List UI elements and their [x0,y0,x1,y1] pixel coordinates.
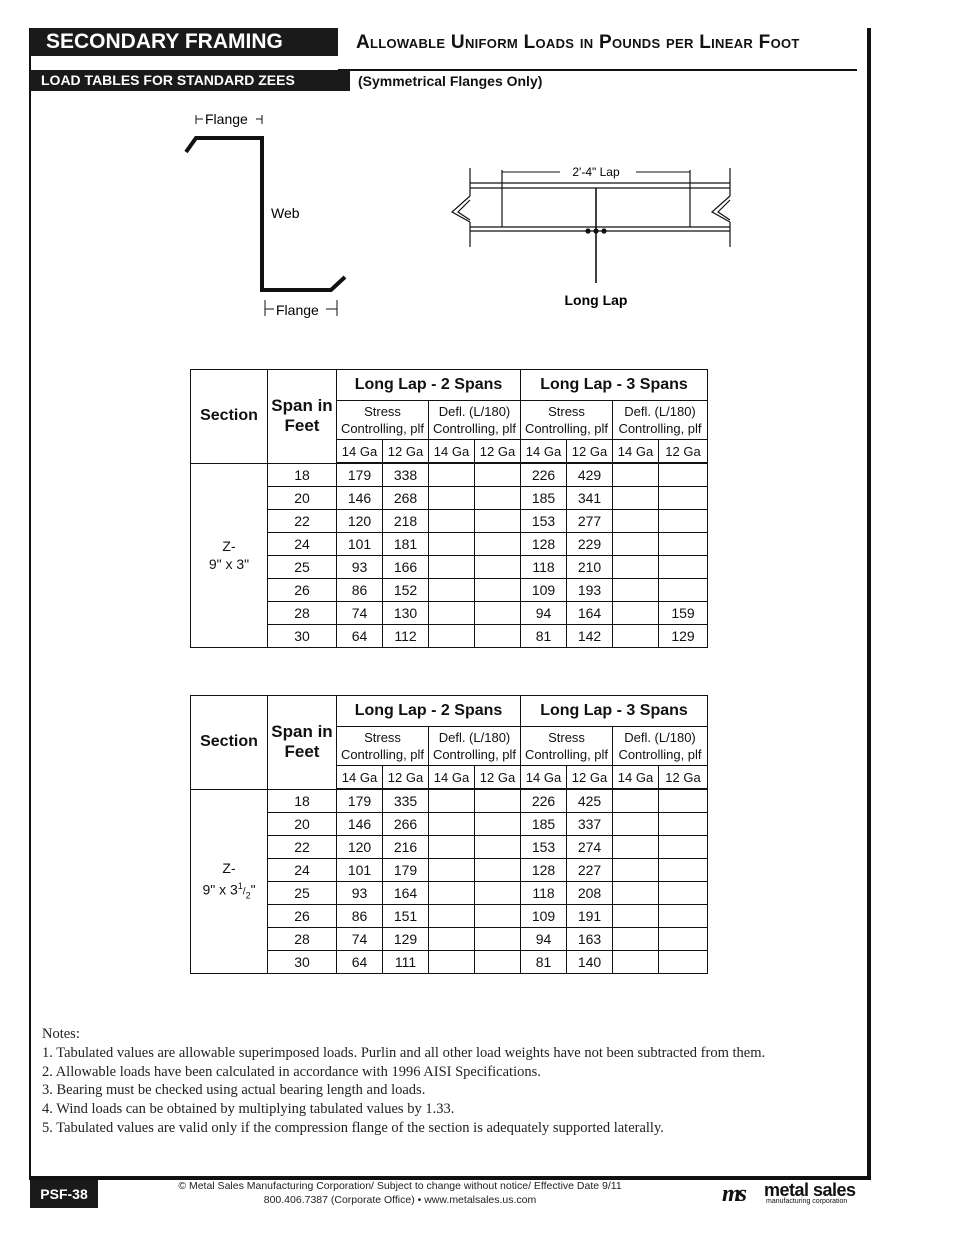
load-value-cell [613,533,659,556]
header-gauge: 14 Ga [337,440,383,464]
load-value-cell [429,836,475,859]
load-value-cell [659,789,708,813]
load-value-cell [429,951,475,974]
zee-diagrams [0,0,954,340]
footer-text [140,1179,660,1207]
load-value-cell: 86 [337,905,383,928]
table-row [191,951,708,974]
load-value-cell: 429 [567,463,613,487]
load-value-cell: 179 [383,859,429,882]
load-value-cell [475,556,521,579]
section-line1: Z- [222,859,236,876]
load-value-cell [659,905,708,928]
table-row [191,928,708,951]
section-cell [191,463,268,648]
load-value-cell: 226 [521,789,567,813]
load-value-cell [659,928,708,951]
table-row [191,602,708,625]
header-gauge: 12 Ga [475,766,521,790]
load-value-cell: 81 [521,951,567,974]
load-value-cell: 185 [521,487,567,510]
span-cell: 18 [268,463,337,487]
span-cell: 30 [268,625,337,648]
load-value-cell: 120 [337,836,383,859]
load-value-cell [429,463,475,487]
load-value-cell [613,905,659,928]
footer-contact: 800.406.7387 (Corporate Office) • www.metalsales.us.com [263,1194,537,1206]
load-value-cell [429,487,475,510]
load-value-cell [429,789,475,813]
load-value-cell: 425 [567,789,613,813]
load-value-cell: 152 [383,579,429,602]
load-value-cell: 164 [567,602,613,625]
span-cell: 24 [268,533,337,556]
header-defl-3: Defl. (L/180) Controlling, plf [613,401,708,440]
section-label: SECONDARY FRAMING [30,28,338,56]
load-value-cell [429,533,475,556]
subsection-note: (Symmetrical Flanges Only) [358,73,543,89]
section-line1: Z- [222,538,236,555]
load-value-cell: 94 [521,928,567,951]
header-span: Span in Feet [268,370,337,464]
load-value-cell: 338 [383,463,429,487]
load-value-cell: 146 [337,813,383,836]
note-item: 2. Allowable loads have been calculated in accordance with 1996 AISI Specifications. [42,1063,541,1080]
header-gauge: 14 Ga [429,766,475,790]
table-row [191,625,708,648]
load-value-cell [475,602,521,625]
load-value-cell [429,859,475,882]
table-row [191,905,708,928]
load-value-cell [475,510,521,533]
note-item: 4. Wind loads can be obtained by multiplying tabulated values by 1.33. [42,1101,455,1118]
span-cell: 30 [268,951,337,974]
logo-mark: ms [722,1181,745,1207]
table-row [191,882,708,905]
load-value-cell [475,579,521,602]
load-value-cell: 120 [337,510,383,533]
load-value-cell: 118 [521,556,567,579]
load-value-cell [613,882,659,905]
load-value-cell [613,487,659,510]
load-value-cell: 216 [383,836,429,859]
load-value-cell [659,463,708,487]
load-value-cell: 164 [383,882,429,905]
header-gauge: 12 Ga [567,766,613,790]
table-row [191,859,708,882]
header-defl-3: Defl. (L/180) Controlling, plf [613,727,708,766]
load-value-cell: 128 [521,859,567,882]
load-value-cell: 111 [383,951,429,974]
load-value-cell: 146 [337,487,383,510]
load-value-cell [475,463,521,487]
load-value-cell: 226 [521,463,567,487]
load-table-1 [190,369,708,648]
load-value-cell: 153 [521,510,567,533]
page-title: Allowable Uniform Loads in Pounds per Linear Foot [356,32,800,53]
load-value-cell: 112 [383,625,429,648]
load-value-cell: 179 [337,463,383,487]
load-value-cell [475,487,521,510]
load-value-cell [429,928,475,951]
zee-profile-drawing [186,115,345,316]
load-value-cell [475,882,521,905]
load-value-cell: 129 [659,625,708,648]
header-gauge: 12 Ga [659,440,708,464]
header-stress-3: Stress Controlling, plf [521,401,613,440]
load-value-cell [475,789,521,813]
header-gauge: 14 Ga [429,440,475,464]
load-value-cell [613,859,659,882]
span-cell: 25 [268,556,337,579]
header-gauge: 12 Ga [659,766,708,790]
notes-heading: Notes: [42,1026,80,1042]
header-defl-2: Defl. (L/180) Controlling, plf [429,401,521,440]
header-span: Span in Feet [268,696,337,790]
header-gauge: 14 Ga [521,766,567,790]
load-value-cell [659,882,708,905]
span-cell: 28 [268,602,337,625]
load-value-cell: 277 [567,510,613,533]
note-item: 3. Bearing must be checked using actual bearing length and loads. [42,1082,426,1099]
load-value-cell: 163 [567,928,613,951]
load-value-cell [613,836,659,859]
table-row [191,579,708,602]
note-item: 1. Tabulated values are allowable superimposed loads. Purlin and all other load weights have not been subtracted from them. [42,1044,766,1061]
span-cell: 28 [268,928,337,951]
table-body [191,463,708,648]
load-value-cell [659,556,708,579]
load-table-2 [190,695,708,974]
header-gauge: 12 Ga [475,440,521,464]
load-value-cell [659,951,708,974]
load-value-cell: 101 [337,859,383,882]
load-value-cell [429,813,475,836]
load-value-cell: 81 [521,625,567,648]
load-value-cell: 153 [521,836,567,859]
load-value-cell: 337 [567,813,613,836]
load-value-cell [613,463,659,487]
load-value-cell [475,859,521,882]
header-gauge: 14 Ga [613,766,659,790]
table-row [191,556,708,579]
load-value-cell [429,602,475,625]
load-value-cell [429,625,475,648]
page-number: PSF-38 [30,1180,98,1208]
span-cell: 18 [268,789,337,813]
load-value-cell [659,510,708,533]
header-gauge: 12 Ga [567,440,613,464]
table-row [191,487,708,510]
load-value-cell: 159 [659,602,708,625]
header-section: Section [191,370,268,464]
load-value-cell: 128 [521,533,567,556]
load-value-cell [613,625,659,648]
load-value-cell [429,905,475,928]
load-value-cell [613,556,659,579]
section-line2: 9" x 3" [208,556,250,573]
header-section: Section [191,696,268,790]
load-value-cell: 218 [383,510,429,533]
header-2-spans: Long Lap - 2 Spans [337,696,521,727]
load-value-cell: 93 [337,882,383,905]
load-value-cell [475,836,521,859]
load-value-cell [659,533,708,556]
load-value-cell [613,602,659,625]
load-value-cell [659,859,708,882]
load-value-cell: 140 [567,951,613,974]
load-value-cell: 151 [383,905,429,928]
span-cell: 20 [268,487,337,510]
header-gauge: 14 Ga [613,440,659,464]
header-gauge: 14 Ga [521,440,567,464]
load-value-cell [659,836,708,859]
load-value-cell [613,789,659,813]
load-value-cell [429,882,475,905]
load-value-cell: 109 [521,579,567,602]
long-lap-label: Long Lap [564,292,628,308]
header-defl-2: Defl. (L/180) Controlling, plf [429,727,521,766]
load-value-cell: 227 [567,859,613,882]
load-value-cell: 64 [337,951,383,974]
load-value-cell: 193 [567,579,613,602]
section-line2: 9" x $3^1/_2$" [202,880,256,900]
span-cell: 26 [268,905,337,928]
load-value-cell: 266 [383,813,429,836]
load-value-cell: 101 [337,533,383,556]
load-value-cell: 179 [337,789,383,813]
span-cell: 24 [268,859,337,882]
web-label: Web [271,205,300,221]
load-value-cell: 268 [383,487,429,510]
lap-elevation-drawing [452,168,730,283]
load-value-cell: 129 [383,928,429,951]
load-value-cell: 335 [383,789,429,813]
load-value-cell: 210 [567,556,613,579]
table-row [191,789,708,813]
load-value-cell [429,510,475,533]
load-value-cell: 130 [383,602,429,625]
load-value-cell: 74 [337,928,383,951]
load-value-cell [475,905,521,928]
load-value-cell: 93 [337,556,383,579]
header-gauge: 12 Ga [383,766,429,790]
load-value-cell: 74 [337,602,383,625]
logo-name: metal sales [764,1180,856,1200]
load-value-cell [475,951,521,974]
header-stress-2: Stress Controlling, plf [337,727,429,766]
load-value-cell: 229 [567,533,613,556]
span-cell: 26 [268,579,337,602]
span-cell: 20 [268,813,337,836]
header-3-spans: Long Lap - 3 Spans [521,696,708,727]
footer-copyright: © Metal Sales Manufacturing Corporation/ Subject to change without notice/ Effective Date 9/11 [178,1180,622,1192]
table-row [191,533,708,556]
load-value-cell: 185 [521,813,567,836]
load-value-cell [613,951,659,974]
table-body [191,789,708,974]
load-value-cell [613,928,659,951]
load-value-cell [475,813,521,836]
flange-top-label: Flange [205,111,248,127]
header-2-spans: Long Lap - 2 Spans [337,370,521,401]
load-value-cell: 166 [383,556,429,579]
load-value-cell [429,579,475,602]
load-value-cell [659,579,708,602]
load-value-cell: 208 [567,882,613,905]
section-cell [191,789,268,974]
load-value-cell [659,487,708,510]
load-value-cell: 181 [383,533,429,556]
span-cell: 25 [268,882,337,905]
load-value-cell: 341 [567,487,613,510]
logo-subtitle: manufacturing corporation [766,1198,848,1205]
table-row [191,813,708,836]
header-stress-2: Stress Controlling, plf [337,401,429,440]
load-value-cell: 142 [567,625,613,648]
header-3-spans: Long Lap - 3 Spans [521,370,708,401]
load-value-cell [475,625,521,648]
subsection-label: LOAD TABLES FOR STANDARD ZEES [30,70,350,91]
load-value-cell [613,510,659,533]
load-value-cell [475,533,521,556]
load-value-cell [613,579,659,602]
note-item: 5. Tabulated values are valid only if the compression flange of the section is adequately supported laterally. [42,1119,664,1136]
load-value-cell [613,813,659,836]
load-value-cell: 274 [567,836,613,859]
lap-dimension-label: 2'-4" Lap [572,165,620,179]
table-row [191,510,708,533]
notes [42,1025,765,1138]
load-value-cell: 191 [567,905,613,928]
header-gauge: 14 Ga [337,766,383,790]
load-value-cell [659,813,708,836]
span-cell: 22 [268,836,337,859]
header-stress-3: Stress Controlling, plf [521,727,613,766]
load-value-cell: 86 [337,579,383,602]
flange-bottom-label: Flange [276,302,319,318]
load-value-cell: 94 [521,602,567,625]
load-value-cell: 118 [521,882,567,905]
header-gauge: 12 Ga [383,440,429,464]
load-value-cell [475,928,521,951]
table-row [191,836,708,859]
load-value-cell: 109 [521,905,567,928]
table-row [191,463,708,487]
company-logo [722,1180,872,1210]
load-value-cell: 64 [337,625,383,648]
span-cell: 22 [268,510,337,533]
load-value-cell [429,556,475,579]
